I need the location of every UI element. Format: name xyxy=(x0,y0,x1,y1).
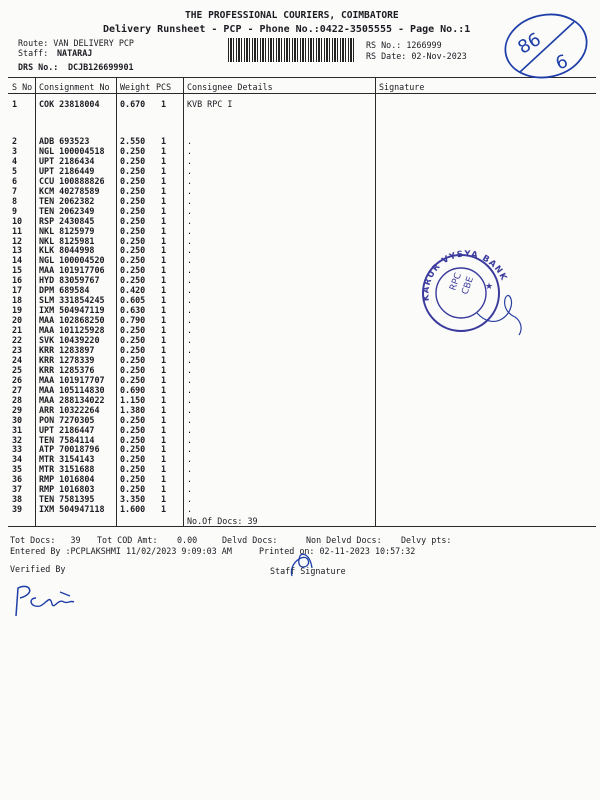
table-row xyxy=(0,186,600,196)
row-weight: 0.250 xyxy=(120,374,146,385)
row-sno: 12 xyxy=(12,235,23,246)
row-pcs: 1 xyxy=(161,354,167,365)
row-consignment: KRR 1278339 xyxy=(39,354,95,365)
row-weight: 0.250 xyxy=(120,444,146,455)
row-consignment: SLM 331854245 xyxy=(39,295,105,306)
no-of-docs: No.Of Docs: 39 xyxy=(187,516,258,526)
table-row xyxy=(0,176,600,186)
row-weight: 0.250 xyxy=(120,215,146,226)
row-consignment: ATP 70018796 xyxy=(39,444,100,455)
row-details: . xyxy=(187,414,193,425)
row-details: . xyxy=(187,474,193,485)
stamp-star-icon: ★ xyxy=(485,282,494,292)
row-details: . xyxy=(187,265,193,276)
row-consignment: RMP 1016803 xyxy=(39,484,95,495)
row-details: . xyxy=(187,454,193,465)
row-weight: 0.250 xyxy=(120,364,146,375)
row-weight: 1.150 xyxy=(120,394,146,405)
row-pcs: 1 xyxy=(161,474,167,485)
tot-cod: Tot COD Amt: xyxy=(97,535,158,545)
row-sno: 28 xyxy=(12,394,23,405)
table-row xyxy=(0,156,600,166)
row-sno: 9 xyxy=(12,205,18,216)
row-weight: 0.790 xyxy=(120,315,146,326)
row-sno: 3 xyxy=(12,145,18,156)
row-details: . xyxy=(187,394,193,405)
row-weight: 0.605 xyxy=(120,295,146,306)
row-consignment: SVK 10439220 xyxy=(39,335,100,345)
row-sno: 17 xyxy=(12,285,23,296)
table-row xyxy=(0,355,600,365)
row-consignment: DPM 689584 xyxy=(39,285,90,296)
row-pcs: 1 xyxy=(161,145,167,156)
row-weight: 0.690 xyxy=(120,384,146,395)
table-row xyxy=(0,474,600,484)
row-sno: 4 xyxy=(12,155,18,166)
row-pcs: 1 xyxy=(161,245,167,256)
delvy-pts: Delvy pts: xyxy=(401,535,452,545)
header-pcs: PCS xyxy=(156,82,172,92)
row-weight: 0.250 xyxy=(120,205,146,216)
row-pcs: 1 xyxy=(161,494,167,505)
row-weight: 0.250 xyxy=(120,464,146,475)
row-consignment: NKL 8125979 xyxy=(39,225,95,236)
row-sno: 5 xyxy=(12,165,18,176)
row-pcs: 1 xyxy=(161,165,167,176)
row-weight: 0.250 xyxy=(120,414,146,425)
row-details: . xyxy=(187,354,193,365)
row-details: . xyxy=(187,344,193,355)
row-pcs: 1 xyxy=(161,384,167,395)
row-consignment: IXM 504947119 xyxy=(39,305,105,316)
table-row xyxy=(0,415,600,425)
row-details: . xyxy=(187,195,193,206)
table-row xyxy=(0,425,600,435)
staff-value: NATARAJ xyxy=(57,48,93,58)
row-sno: 34 xyxy=(12,454,23,465)
table-row xyxy=(0,365,600,375)
row-pcs: 1 xyxy=(161,235,167,246)
row-pcs: 1 xyxy=(161,295,167,306)
row-pcs: 1 xyxy=(161,344,167,355)
table-row xyxy=(0,206,600,216)
row-weight: 0.250 xyxy=(120,175,146,186)
row-consignment: IXM 504947118 xyxy=(39,504,105,515)
row-details: . xyxy=(187,504,193,515)
runsheet-subtitle: Delivery Runsheet - PCP - Phone No.:0422-3505555 - Page No.:1 xyxy=(103,24,471,35)
row-details: . xyxy=(187,255,193,266)
row-pcs: 1 xyxy=(161,364,167,375)
tot-cod-value: 0.00 xyxy=(177,535,198,545)
row-details: . xyxy=(187,245,193,256)
row-weight: 0.630 xyxy=(120,305,146,316)
row-pcs: 1 xyxy=(161,225,167,236)
table-row xyxy=(0,345,600,355)
row-weight: 0.250 xyxy=(120,484,146,495)
row-consignment: UPT 2186434 xyxy=(39,155,95,166)
staff-signature-label: Staff Signature xyxy=(270,566,346,576)
row-sno: 24 xyxy=(12,354,23,365)
row-consignment: MAA 105114830 xyxy=(39,384,105,395)
row-details: . xyxy=(187,235,193,246)
header-consignment: Consignment No xyxy=(39,82,110,92)
row-consignment: NGL 100004520 xyxy=(39,255,105,266)
row-pcs: 1 xyxy=(161,325,167,336)
row-sno: 19 xyxy=(12,305,23,316)
row-details: . xyxy=(187,205,193,216)
row-pcs: 1 xyxy=(161,285,167,296)
row-weight: 2.550 xyxy=(120,136,146,146)
row-sno: 36 xyxy=(12,474,23,485)
row-1-details: KVB RPC I xyxy=(187,99,233,109)
row-sno: 21 xyxy=(12,325,23,336)
header-signature: Signature xyxy=(379,82,425,92)
row-consignment: KRR 1283897 xyxy=(39,344,95,355)
row-1-sno: 1 xyxy=(12,99,18,109)
row-sno: 30 xyxy=(12,414,23,425)
row-sno: 23 xyxy=(12,344,23,355)
row-pcs: 1 xyxy=(161,215,167,226)
row-1-consignment: COK 23818004 xyxy=(39,99,100,109)
row-details: . xyxy=(187,155,193,166)
row-weight: 0.250 xyxy=(120,165,146,176)
row-details: . xyxy=(187,215,193,226)
row-weight: 0.250 xyxy=(120,474,146,485)
row-consignment: RMP 1016804 xyxy=(39,474,95,485)
row-details: . xyxy=(187,494,193,505)
row-pcs: 1 xyxy=(161,374,167,385)
row-pcs: 1 xyxy=(161,504,167,515)
row-weight: 0.250 xyxy=(120,335,146,345)
table-row xyxy=(0,504,600,514)
row-pcs: 1 xyxy=(161,404,167,415)
row-weight: 0.250 xyxy=(120,195,146,206)
row-sno: 22 xyxy=(12,335,23,345)
row-sno: 38 xyxy=(12,494,23,505)
table-row xyxy=(0,226,600,236)
drs-value: DCJB126699901 xyxy=(68,62,134,72)
delvd-docs: Delvd Docs: xyxy=(222,535,278,545)
header-sno: S No xyxy=(12,82,33,92)
row-consignment: MAA 102868250 xyxy=(39,315,105,326)
row-weight: 0.250 xyxy=(120,354,146,365)
bank-stamp xyxy=(415,243,527,339)
table-row xyxy=(0,136,600,146)
non-delvd-docs: Non Delvd Docs: xyxy=(306,535,382,545)
row-consignment: HYD 83059767 xyxy=(39,275,100,286)
verified-signature xyxy=(10,580,80,620)
table-row xyxy=(0,146,600,156)
row-details: . xyxy=(187,325,193,336)
route-text: Route: VAN DELIVERY PCP xyxy=(18,38,134,48)
row-weight: 0.250 xyxy=(120,265,146,276)
row-consignment: MAA 101125928 xyxy=(39,325,105,336)
row-weight: 0.250 xyxy=(120,145,146,156)
row-pcs: 1 xyxy=(161,265,167,276)
row-details: . xyxy=(187,225,193,236)
row-consignment: PON 7270305 xyxy=(39,414,95,425)
row-consignment: TEN 2062349 xyxy=(39,205,95,216)
table-row xyxy=(0,216,600,226)
row-details: . xyxy=(187,275,193,286)
row-sno: 37 xyxy=(12,484,23,495)
table-row xyxy=(0,385,600,395)
row-weight: 0.250 xyxy=(120,434,146,445)
row-weight: 0.250 xyxy=(120,454,146,465)
row-consignment: KCM 40278589 xyxy=(39,185,100,196)
row-pcs: 1 xyxy=(161,155,167,166)
row-weight: 0.250 xyxy=(120,275,146,286)
row-consignment: MAA 101917707 xyxy=(39,374,105,385)
row-weight: 0.250 xyxy=(120,344,146,355)
verified-by: Verified By xyxy=(10,564,66,574)
row-consignment: NGL 100004518 xyxy=(39,145,105,156)
row-weight: 0.250 xyxy=(120,155,146,166)
row-sno: 18 xyxy=(12,295,23,306)
row-sno: 33 xyxy=(12,444,23,455)
table-row xyxy=(0,444,600,454)
row-details: . xyxy=(187,285,193,296)
row-consignment: NKL 8125981 xyxy=(39,235,95,246)
row-consignment: TEN 7581395 xyxy=(39,494,95,505)
header-consignee: Consignee Details xyxy=(187,82,273,92)
row-pcs: 1 xyxy=(161,275,167,286)
tot-docs: Tot Docs: 39 xyxy=(10,535,81,545)
row-sno: 14 xyxy=(12,255,23,266)
row-weight: 0.250 xyxy=(120,235,146,246)
row-consignment: TEN 2062382 xyxy=(39,195,95,206)
row-1-weight: 0.670 xyxy=(120,99,146,109)
row-details: . xyxy=(187,295,193,306)
row-sno: 13 xyxy=(12,245,23,256)
row-sno: 29 xyxy=(12,404,23,415)
table-row xyxy=(0,196,600,206)
row-weight: 0.250 xyxy=(120,185,146,196)
row-pcs: 1 xyxy=(161,195,167,206)
row-details: . xyxy=(187,424,193,435)
row-sno: 15 xyxy=(12,265,23,276)
row-weight: 0.250 xyxy=(120,225,146,236)
row-consignment: MTR 3154143 xyxy=(39,454,95,465)
row-pcs: 1 xyxy=(161,484,167,495)
row-pcs: 1 xyxy=(161,464,167,475)
barcode xyxy=(228,38,356,62)
row-pcs: 1 xyxy=(161,335,167,345)
printed-on: Printed on: 02-11-2023 10:57:32 xyxy=(259,546,416,556)
row-details: . xyxy=(187,404,193,415)
table-row xyxy=(0,464,600,474)
row-consignment: TEN 7584114 xyxy=(39,434,95,445)
table-row xyxy=(0,484,600,494)
rs-date: RS Date: 02-Nov-2023 xyxy=(366,51,467,61)
row-pcs: 1 xyxy=(161,255,167,266)
row-sno: 7 xyxy=(12,185,18,196)
row-details: . xyxy=(187,145,193,156)
staff-signature-scribble xyxy=(282,550,322,580)
staff-label: Staff: xyxy=(18,48,49,58)
row-details: . xyxy=(187,335,193,345)
row-pcs: 1 xyxy=(161,454,167,465)
row-weight: 0.420 xyxy=(120,285,146,296)
table-row xyxy=(0,405,600,415)
row-details: . xyxy=(187,434,193,445)
company-title: THE PROFESSIONAL COURIERS, COIMBATORE xyxy=(185,10,399,21)
table-bottom-rule xyxy=(8,526,596,527)
stamp-bank-name: KARUR VYSYA BANK xyxy=(421,249,509,302)
row-sno: 31 xyxy=(12,424,23,435)
row-consignment: KLK 8044998 xyxy=(39,245,95,256)
row-weight: 1.380 xyxy=(120,404,146,415)
drs-label: DRS No.: xyxy=(18,62,59,72)
row-sno: 27 xyxy=(12,384,23,395)
row-pcs: 1 xyxy=(161,424,167,435)
circle-number-bottom: 6 xyxy=(552,50,571,75)
table-row xyxy=(0,454,600,464)
row-sno: 32 xyxy=(12,434,23,445)
row-pcs: 1 xyxy=(161,185,167,196)
stamp-rpc: RPC xyxy=(448,271,464,293)
row-consignment: UPT 2186447 xyxy=(39,424,95,435)
row-consignment: ARR 10322264 xyxy=(39,404,100,415)
table-row xyxy=(0,395,600,405)
row-details: . xyxy=(187,165,193,176)
row-weight: 1.600 xyxy=(120,504,146,515)
row-details: . xyxy=(187,175,193,186)
row-pcs: 1 xyxy=(161,305,167,316)
row-sno: 26 xyxy=(12,374,23,385)
row-weight: 3.350 xyxy=(120,494,146,505)
row-weight: 0.250 xyxy=(120,424,146,435)
table-row xyxy=(0,494,600,504)
row-sno: 16 xyxy=(12,275,23,286)
row-consignment: MAA 101917706 xyxy=(39,265,105,276)
stamp-cbe: CBE xyxy=(460,275,477,297)
row-details: . xyxy=(187,315,193,326)
row-consignment: MTR 3151688 xyxy=(39,464,95,475)
row-consignment: ADB 693523 xyxy=(39,136,90,146)
row-pcs: 1 xyxy=(161,205,167,216)
table-header-rule xyxy=(8,93,596,94)
row-weight: 0.250 xyxy=(120,255,146,266)
row-sno: 20 xyxy=(12,315,23,326)
row-sno: 6 xyxy=(12,175,18,186)
row-sno: 35 xyxy=(12,464,23,475)
row-consignment: UPT 2186449 xyxy=(39,165,95,176)
entered-by: Entered By :PCPLAKSHMI 11/02/2023 9:09:03 AM xyxy=(10,546,232,556)
table-row xyxy=(0,375,600,385)
row-sno: 39 xyxy=(12,504,23,515)
row-sno: 8 xyxy=(12,195,18,206)
table-row xyxy=(0,166,600,176)
header-weight: Weight xyxy=(120,82,151,92)
row-pcs: 1 xyxy=(161,136,167,146)
rs-number: RS No.: 1266999 xyxy=(366,40,442,50)
row-details: . xyxy=(187,464,193,475)
row-details: . xyxy=(187,305,193,316)
row-details: . xyxy=(187,374,193,385)
row-1-pcs: 1 xyxy=(161,99,167,109)
row-details: . xyxy=(187,384,193,395)
circle-number-top: 86 xyxy=(514,28,545,59)
row-details: . xyxy=(187,484,193,495)
row-pcs: 1 xyxy=(161,315,167,326)
row-details: . xyxy=(187,444,193,455)
table-row xyxy=(0,435,600,445)
row-consignment: KRR 1285376 xyxy=(39,364,95,375)
row-sno: 10 xyxy=(12,215,23,226)
row-details: . xyxy=(187,364,193,375)
row-consignment: RSP 2430845 xyxy=(39,215,95,226)
row-sno: 11 xyxy=(12,225,23,236)
row-pcs: 1 xyxy=(161,444,167,455)
row-consignment: CCU 100888826 xyxy=(39,175,105,186)
handwritten-circle-mark xyxy=(498,10,594,82)
row-pcs: 1 xyxy=(161,175,167,186)
row-pcs: 1 xyxy=(161,434,167,445)
row-details: . xyxy=(187,136,193,146)
row-pcs: 1 xyxy=(161,414,167,425)
row-sno: 2 xyxy=(12,136,18,146)
row-details: . xyxy=(187,185,193,196)
row-consignment: MAA 288134022 xyxy=(39,394,105,405)
row-weight: 0.250 xyxy=(120,245,146,256)
row-sno: 25 xyxy=(12,364,23,375)
row-pcs: 1 xyxy=(161,394,167,405)
row-weight: 0.250 xyxy=(120,325,146,336)
